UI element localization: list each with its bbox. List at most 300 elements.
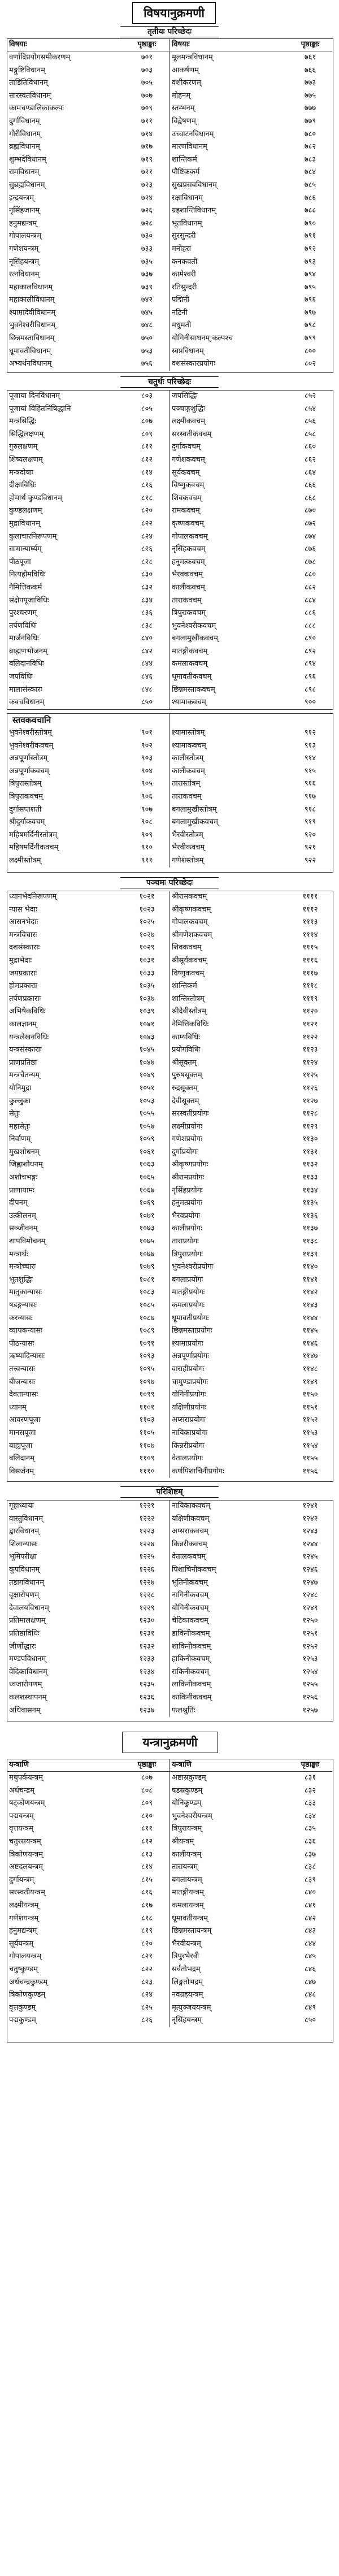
table-row xyxy=(169,1338,332,1351)
table-row xyxy=(169,1159,332,1172)
table-row xyxy=(7,645,169,658)
table-row xyxy=(7,115,169,128)
entry-title: जिह्वाशोधनम् xyxy=(9,1160,43,1169)
entry-page: ८१४ xyxy=(141,468,153,477)
entry-page: ८०३ xyxy=(141,392,153,400)
entry-title: योनिकुण्डम् xyxy=(172,1799,202,1808)
table-column-right xyxy=(169,891,332,1478)
entry-title: विष्णुकवचम् xyxy=(172,969,205,978)
entry-page: १२४९ xyxy=(302,1603,318,1612)
entry-title: बगलामुखीकवचम् xyxy=(172,634,218,643)
entry-title: न्यास भेदाः xyxy=(9,905,37,914)
entry-page: १२२३ xyxy=(139,1527,155,1536)
entry-page: ११३३ xyxy=(302,1173,318,1182)
table-row xyxy=(7,294,169,307)
table-row xyxy=(7,281,169,294)
table-row xyxy=(169,518,332,531)
entry-title: दुर्गाविधानम् xyxy=(9,116,40,125)
table-row xyxy=(7,1925,169,1938)
table-row xyxy=(7,891,169,904)
entry-page: ११३७ xyxy=(302,1224,318,1233)
table-row xyxy=(169,816,332,829)
entry-title: मन्त्रोच्चारः xyxy=(9,1263,36,1272)
entry-title: भैरवीकवचम् xyxy=(172,843,205,852)
table-row xyxy=(169,1900,332,1913)
entry-title: पिशाचिनीकवचम् xyxy=(172,1565,216,1574)
entry-page: ८४६ xyxy=(304,1964,316,1974)
entry-title: रक्षाविधानम् xyxy=(172,193,203,202)
entry-title: मधुपर्कयन्त्रम् xyxy=(9,1773,43,1782)
entry-title: छिन्नमस्ताकवचम् xyxy=(172,685,215,694)
entry-title: छिन्नमस्ताप्रयोगः xyxy=(172,1326,212,1335)
entry-page: १०५३ xyxy=(139,1096,155,1105)
table-row xyxy=(7,1210,169,1223)
table-row xyxy=(7,1602,169,1615)
table-row xyxy=(7,855,169,868)
entry-title: मनोहरा xyxy=(172,244,191,253)
table-row xyxy=(7,1823,169,1836)
entry-page: ११२१ xyxy=(302,1020,318,1029)
entry-page: ७९२ xyxy=(304,244,316,253)
entry-page: ९१४ xyxy=(304,754,316,763)
table-row xyxy=(169,1146,332,1159)
entry-title: सरस्वतीप्रयोगः xyxy=(172,1109,209,1118)
entry-page: ८२३ xyxy=(141,1977,153,1987)
table-row xyxy=(7,141,169,154)
entry-title: श्रीरामकवचम् xyxy=(172,892,207,901)
table-row xyxy=(169,294,332,307)
table-row xyxy=(7,332,169,345)
entry-page: १२५० xyxy=(302,1616,318,1625)
table-row xyxy=(169,166,332,179)
table-row xyxy=(7,1564,169,1577)
entry-title: मातङ्गीकवचम् xyxy=(172,647,208,656)
table-row xyxy=(169,1874,332,1887)
entry-title: यक्षिणीप्रयोगः xyxy=(172,1403,207,1412)
entry-title: किन्नरीकवचम् xyxy=(172,1539,207,1549)
entry-title: किन्नरीप्रयोगः xyxy=(172,1441,205,1450)
table-row xyxy=(169,543,332,556)
table-row xyxy=(169,1666,332,1679)
table-row xyxy=(169,1222,332,1235)
entry-page: ८१४ xyxy=(141,1863,153,1872)
entry-title: पञ्चाङ्गशुद्धिः xyxy=(172,404,205,413)
header-yantra: यन्त्राणि xyxy=(172,1760,192,1769)
table-row xyxy=(169,531,332,544)
entry-title: दीक्षाविधिः xyxy=(9,481,36,490)
entry-page: ११४२ xyxy=(302,1288,318,1297)
entry-page: ११५१ xyxy=(302,1403,318,1412)
header-subject: विषयाः xyxy=(9,40,27,49)
entry-page: १११८ xyxy=(302,982,318,991)
table-row xyxy=(169,595,332,608)
entry-title: पुरुषसूक्तम् xyxy=(172,1071,202,1080)
entry-title: मार्जनविधिः xyxy=(9,634,39,643)
table-row xyxy=(7,1976,169,1989)
entry-title: गोपालयन्त्रम् xyxy=(9,1952,41,1961)
entry-page: १२५४ xyxy=(302,1667,318,1676)
entry-title: लक्ष्मीकवचम् xyxy=(172,417,205,426)
entry-title: श्यामाप्रयोगः xyxy=(172,1339,203,1348)
entry-page: ८४३ xyxy=(304,1927,316,1936)
table-row xyxy=(169,1836,332,1849)
table-row xyxy=(7,1861,169,1874)
entry-page: १०८१ xyxy=(139,1275,155,1284)
entry-title: वाराहीप्रयोगः xyxy=(172,1364,205,1373)
table-row xyxy=(7,929,169,942)
table-row xyxy=(169,1602,332,1615)
entry-title: भैरवप्रयोगः xyxy=(172,1211,200,1220)
table-row xyxy=(169,1500,332,1513)
table-row xyxy=(169,428,332,441)
table-row xyxy=(7,128,169,141)
entry-title: योगिनीप्रयोगः xyxy=(172,1390,206,1399)
entry-title: चेटिकाकवचम् xyxy=(172,1616,208,1625)
table-row xyxy=(169,1861,332,1874)
entry-page: १०६५ xyxy=(139,1173,155,1182)
entry-title: शिष्यलक्षणम् xyxy=(9,455,43,464)
entry-page: १०६७ xyxy=(139,1186,155,1195)
entry-title: रामविधानम् xyxy=(9,168,40,177)
entry-page: १०४९ xyxy=(139,1071,155,1080)
entry-page: ७८३ xyxy=(304,155,316,164)
entry-title: अशौचभङ्गः xyxy=(9,1173,38,1182)
entry-title: भैरवीस्तोत्रम् xyxy=(172,830,203,839)
table-row xyxy=(169,1044,332,1057)
table-tritiya xyxy=(7,38,332,372)
table-row xyxy=(7,582,169,595)
entry-title: ताडितिविधानम् xyxy=(9,79,48,88)
entry-page: ८३२ xyxy=(141,583,153,592)
entry-page: ८१२ xyxy=(141,1837,153,1846)
table-row xyxy=(169,752,332,765)
table-row xyxy=(169,1925,332,1938)
table-row xyxy=(7,205,169,218)
entry-page: ८६४ xyxy=(304,468,316,477)
table-row xyxy=(7,1222,169,1235)
table-row xyxy=(7,467,169,480)
entry-page: ७९० xyxy=(304,219,316,228)
table-row xyxy=(7,1938,169,1951)
entry-title: ऋष्यादिन्यासः xyxy=(9,1352,45,1361)
table-row xyxy=(169,1797,332,1810)
entry-title: शिलान्यासः xyxy=(9,1539,38,1549)
entry-title: देवीसूक्तम् xyxy=(172,1096,199,1105)
entry-page: ८२४ xyxy=(141,532,153,541)
entry-title: गौरीविधानम् xyxy=(9,129,41,138)
table-row xyxy=(7,90,169,103)
entry-title: महिषमर्दिनीकवचम् xyxy=(9,843,59,852)
table-row xyxy=(7,518,169,531)
entry-page: १११९ xyxy=(302,994,318,1003)
entry-title: कामचण्डालिकाकल्पः xyxy=(9,104,64,113)
table-row xyxy=(169,307,332,320)
entry-title: जपसिद्धिः xyxy=(172,392,198,400)
entry-page: ७६१ xyxy=(304,53,316,62)
table-row xyxy=(7,620,169,633)
entry-page: १०३५ xyxy=(139,982,155,991)
entry-page: ११५४ xyxy=(302,1441,318,1450)
entry-title: धूमावतीविधानम् xyxy=(9,346,51,355)
entry-page: ८७८ xyxy=(304,557,316,566)
table-row xyxy=(7,658,169,671)
table-row xyxy=(7,403,169,416)
table-row xyxy=(7,1500,169,1513)
table-row xyxy=(7,842,169,855)
entry-page: १२५६ xyxy=(302,1693,318,1702)
table-row xyxy=(169,64,332,77)
entry-title: शापविमोचनम् xyxy=(9,1237,46,1246)
entry-title: निर्वाणम् xyxy=(9,1135,31,1144)
table-row xyxy=(7,1513,169,1526)
table-row xyxy=(7,1950,169,1963)
entry-page: ८६६ xyxy=(304,481,316,490)
table-row xyxy=(169,403,332,416)
entry-title: वर्णादिप्रयोगसमीकरणम् xyxy=(9,53,71,62)
entry-page: १०५१ xyxy=(139,1083,155,1092)
entry-title: अर्धचन्द्रकुण्डम् xyxy=(9,1977,47,1987)
entry-page: ११५३ xyxy=(302,1428,318,1437)
table-row xyxy=(7,740,169,753)
table-row xyxy=(7,1874,169,1887)
entry-title: श्रीसूक्तम् xyxy=(172,1058,197,1067)
table-row xyxy=(169,345,332,358)
entry-page: ८११ xyxy=(141,443,153,452)
entry-title: अप्सराकवचम् xyxy=(172,1527,208,1536)
entry-title: बाह्यपूजा xyxy=(9,1441,33,1450)
table-row xyxy=(7,1389,169,1402)
entry-title: अभ्यर्थनविधानम् xyxy=(9,359,52,368)
table-row xyxy=(169,218,332,231)
table-column-left xyxy=(7,38,169,371)
entry-page: १०४५ xyxy=(139,1046,155,1055)
entry-title: मन्त्रचैतन्यम् xyxy=(9,1071,40,1080)
entry-page: ८०९ xyxy=(141,430,153,439)
entry-title: योनिमुद्रा xyxy=(9,1083,32,1092)
header-yantra: यन्त्राणि xyxy=(9,1760,29,1769)
table-row xyxy=(169,319,332,332)
entry-page: ८१६ xyxy=(141,481,153,490)
entry-title: जपप्रकाराः xyxy=(9,969,37,978)
table-row xyxy=(169,556,332,569)
table-row xyxy=(7,1913,169,1926)
entry-page: ९०४ xyxy=(141,766,153,775)
entry-page: ७१४ xyxy=(141,129,153,138)
entry-page: ८७२ xyxy=(304,519,316,528)
table-row xyxy=(169,1577,332,1590)
entry-page: ८५० xyxy=(304,2016,316,2025)
entry-page: ८६८ xyxy=(304,493,316,502)
entry-page: ८४५ xyxy=(304,1952,316,1961)
entry-title: नायिकाप्रयोगः xyxy=(172,1428,208,1437)
table-row xyxy=(7,752,169,765)
entry-title: अष्टदलयन्त्रम् xyxy=(9,1863,43,1872)
entry-page: ९११ xyxy=(141,856,153,865)
entry-title: षडस्रकुण्डम् xyxy=(172,1786,203,1795)
table-row xyxy=(169,1185,332,1198)
entry-page: ११४३ xyxy=(302,1301,318,1309)
entry-title: संक्षेपपूजाविधिः xyxy=(9,596,49,605)
table-row xyxy=(7,1402,169,1415)
entry-page: १२३० xyxy=(139,1616,155,1625)
entry-title: तारायन्त्रम् xyxy=(172,1863,198,1872)
entry-page: ११२३ xyxy=(302,1046,318,1055)
entry-title: रत्नविधानम् xyxy=(9,270,40,279)
entry-title: षट्कोणयन्त्रम् xyxy=(9,1799,45,1808)
entry-title: त्रिपुराप्रयोगः xyxy=(172,1250,203,1259)
entry-page: ११२८ xyxy=(302,1109,318,1118)
entry-title: तत्त्वन्यासः xyxy=(9,1364,35,1373)
table-row xyxy=(169,696,332,709)
entry-page: ७२४ xyxy=(141,193,153,202)
entry-title: श्रीसूर्यकवचम् xyxy=(172,956,207,965)
entry-title: कालज्ञानम् xyxy=(9,1020,37,1029)
table-row xyxy=(7,1989,169,2002)
table-row xyxy=(7,569,169,582)
table-row xyxy=(169,1095,332,1108)
table-row xyxy=(169,205,332,218)
table-row xyxy=(169,1440,332,1453)
table-row xyxy=(169,855,332,868)
entry-title: मङ्गुष्टिविधानम् xyxy=(9,66,45,75)
entry-page: ११०९ xyxy=(139,1454,155,1463)
table-row xyxy=(169,632,332,645)
entry-title: रतिसुन्दरी xyxy=(172,283,197,292)
entry-page: ८०७ xyxy=(141,1773,153,1782)
entry-title: भुवनेश्वरीकवचम् xyxy=(172,621,216,630)
entry-title: विसर्जनम् xyxy=(9,1467,34,1476)
table-row xyxy=(169,154,332,167)
entry-page: ८०२ xyxy=(304,359,316,368)
entry-page: १२३२ xyxy=(139,1642,155,1651)
table-row xyxy=(169,1172,332,1185)
entry-title: नैमित्तिकविधिः xyxy=(172,1020,209,1029)
entry-page: ७७९ xyxy=(304,116,316,125)
entry-page: ११४० xyxy=(302,1263,318,1272)
entry-page: ७२१ xyxy=(141,168,153,177)
entry-title: लक्ष्मीयन्त्रम् xyxy=(9,1901,39,1910)
entry-title: छिन्नमस्तायन्त्रम् xyxy=(172,1927,212,1936)
table-row xyxy=(7,166,169,179)
entry-title: नायिकाकवचम् xyxy=(172,1502,211,1510)
entry-page: ८३८ xyxy=(304,1863,316,1872)
entry-title: ध्यानभेदनिरूपणम् xyxy=(9,892,57,901)
entry-page: ११२४ xyxy=(302,1058,318,1067)
entry-page: ९१८ xyxy=(304,805,316,814)
table-row xyxy=(7,916,169,929)
table-row xyxy=(169,980,332,993)
table-row xyxy=(169,1261,332,1274)
entry-page: ११११ xyxy=(302,892,318,901)
entry-title: अन्नपूर्णाप्रयोगः xyxy=(172,1352,209,1361)
table-row xyxy=(7,154,169,167)
table-row xyxy=(169,1615,332,1628)
entry-title: मृत्युञ्जययन्त्रम् xyxy=(172,2003,211,2012)
entry-page: ७९३ xyxy=(304,257,316,266)
entry-title: कमलाप्रयोगः xyxy=(172,1301,205,1309)
table-row xyxy=(7,556,169,569)
table-row xyxy=(169,1005,332,1018)
table-row xyxy=(169,955,332,968)
table-row xyxy=(7,1810,169,1823)
entry-title: सरस्वतीयन्त्रम् xyxy=(9,1888,45,1897)
entry-page: ११३१ xyxy=(302,1147,318,1156)
entry-title: रामकवचम् xyxy=(172,506,200,515)
entry-page: १२४७ xyxy=(302,1578,318,1587)
table-row xyxy=(169,192,332,205)
table-row xyxy=(7,192,169,205)
entry-page: ८८४ xyxy=(304,596,316,605)
entry-page: १०२१ xyxy=(139,892,155,901)
entry-title: चामुण्डाप्रयोगः xyxy=(172,1377,208,1386)
entry-page: ९२१ xyxy=(304,843,316,852)
table-row xyxy=(169,492,332,505)
entry-page: ९०५ xyxy=(141,779,153,788)
yantra-index-title: यन्त्रानुक्रमणी xyxy=(122,1732,218,1753)
table-row xyxy=(7,607,169,620)
entry-title: ब्राह्मणभोजनम् xyxy=(9,647,47,656)
entry-page: १०३१ xyxy=(139,956,155,965)
table-row xyxy=(7,1376,169,1389)
entry-page: १२३७ xyxy=(139,1706,155,1715)
entry-page: १०३३ xyxy=(139,969,155,978)
entry-page: ९१७ xyxy=(304,792,316,801)
table-row xyxy=(7,1900,169,1913)
entry-page: १०८५ xyxy=(139,1301,155,1309)
table-row xyxy=(7,904,169,917)
table-chaturtha xyxy=(7,390,332,709)
table-row xyxy=(169,804,332,817)
entry-page: ११३९ xyxy=(302,1250,318,1259)
entry-title: कुलाचारनिरूपणम् xyxy=(9,532,57,541)
entry-page: ८४७ xyxy=(304,1977,316,1987)
entry-title: लक्ष्मीप्रयोगः xyxy=(172,1122,202,1131)
entry-page: ८३३ xyxy=(304,1799,316,1808)
entry-title: वृत्तकुण्डम् xyxy=(9,2003,36,2012)
entry-title: उच्चाटनविधानम् xyxy=(172,129,214,138)
table-row xyxy=(7,1525,169,1538)
entry-title: कनकवती xyxy=(172,257,198,266)
table-row xyxy=(7,1772,169,1785)
entry-title: लक्ष्मीस्तोत्रम् xyxy=(9,856,41,865)
entry-title: यन्त्रलेखनविधिः xyxy=(9,1033,49,1042)
table-row xyxy=(169,1589,332,1602)
entry-page: १२५२ xyxy=(302,1642,318,1651)
entry-title: बगलामुखीस्तोत्रम् xyxy=(172,805,217,814)
entry-page: ८७० xyxy=(304,506,316,515)
table-row xyxy=(169,390,332,403)
entry-page: ७९५ xyxy=(304,283,316,292)
entry-title: अधिवासनम् xyxy=(9,1706,41,1715)
entry-page: ७११ xyxy=(141,116,153,125)
entry-title: भैरवकवचम् xyxy=(172,570,203,579)
entry-title: रुद्रसूक्तम् xyxy=(172,1083,198,1092)
entry-title: श्यामाकवचम् xyxy=(172,698,206,707)
header-page: पृष्ठाङ्काः xyxy=(301,1760,320,1769)
table-row xyxy=(169,128,332,141)
entry-page: ९१५ xyxy=(304,766,316,775)
entry-title: चतुरस्रयन्त्रम् xyxy=(9,1837,41,1846)
entry-title: इन्द्रयन्त्रम् xyxy=(9,193,34,202)
table-row xyxy=(169,1363,332,1376)
entry-title: लाकिनीकवचम् xyxy=(172,1680,211,1689)
entry-page: ८७४ xyxy=(304,532,316,541)
entry-page: ८४६ xyxy=(141,673,153,682)
entry-title: भूमिपरीक्षा xyxy=(9,1552,37,1562)
entry-page: १२४४ xyxy=(302,1539,318,1549)
entry-page: ११५६ xyxy=(302,1467,318,1476)
entry-title: हाकिनीकवचम् xyxy=(172,1655,210,1664)
